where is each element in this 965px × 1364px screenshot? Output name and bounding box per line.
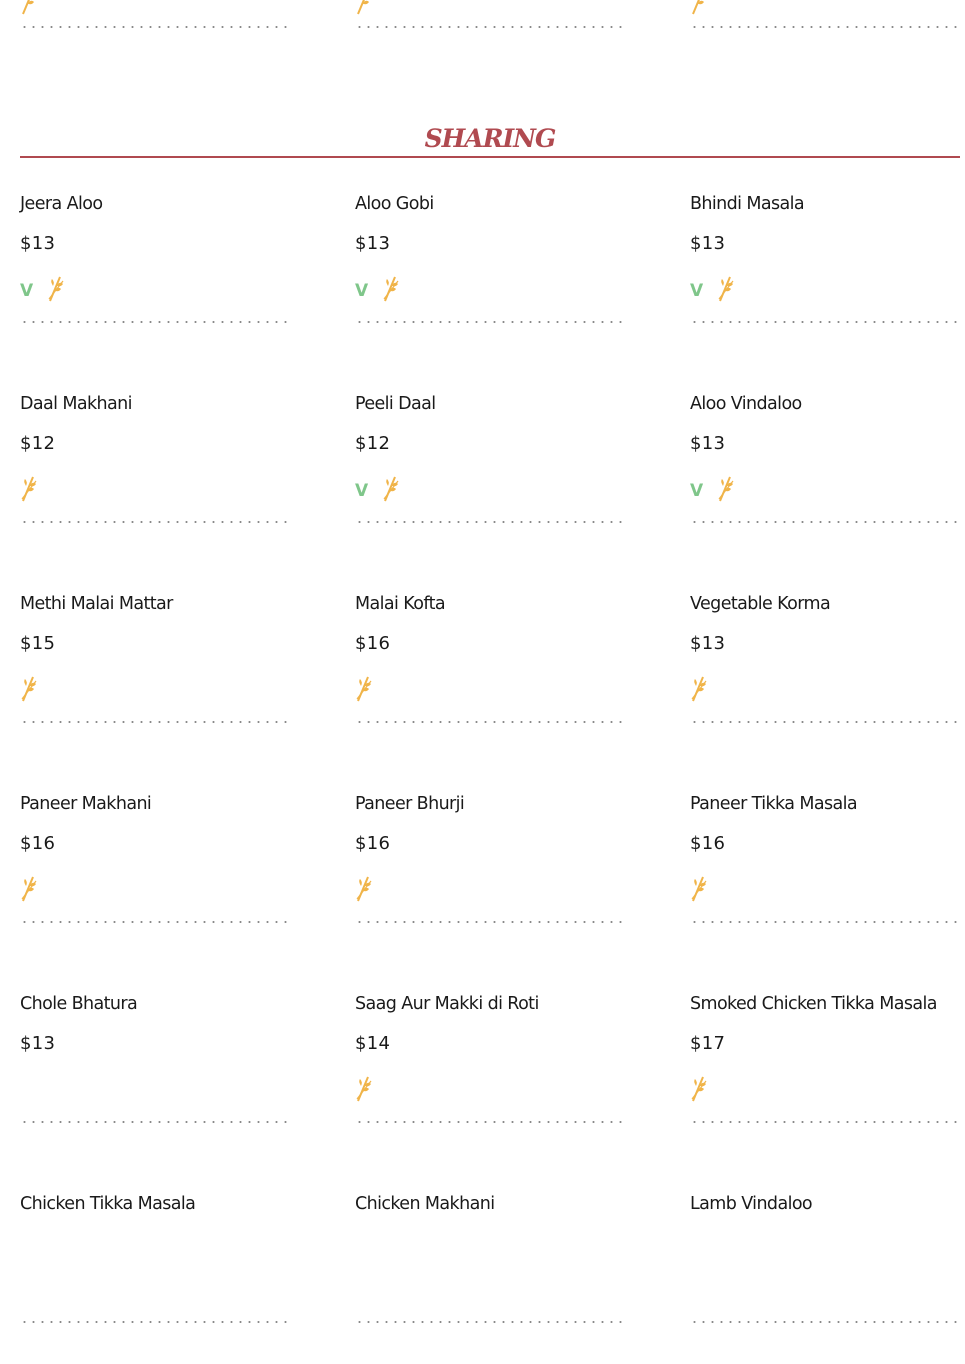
wheat-leaf-icon	[717, 275, 735, 303]
dotted-separator	[355, 1321, 625, 1323]
item-name: Chicken Makhani	[355, 1194, 495, 1214]
dotted-separator	[20, 1321, 290, 1323]
dietary-badges	[20, 474, 38, 504]
item-price: $12	[355, 433, 391, 454]
menu-item[interactable]	[690, 194, 965, 364]
wheat-leaf-icon	[355, 1075, 373, 1103]
item-name: Daal Makhani	[20, 394, 132, 414]
item-name: Aloo Gobi	[355, 194, 434, 214]
dotted-separator	[355, 521, 625, 523]
dietary-badges	[690, 274, 735, 304]
section-divider	[20, 156, 960, 158]
menu-item[interactable]	[690, 794, 965, 964]
item-name: Peeli Daal	[355, 394, 436, 414]
dotted-separator	[20, 521, 290, 523]
item-name: Chicken Tikka Masala	[20, 1194, 196, 1214]
item-name: Lamb Vindaloo	[690, 1194, 813, 1214]
item-name: Vegetable Korma	[690, 594, 831, 614]
item-name: Malai Kofta	[355, 594, 445, 614]
wheat-leaf-icon	[20, 475, 38, 503]
menu-item[interactable]	[355, 794, 655, 964]
item-price: $13	[690, 233, 726, 254]
item-price: $12	[20, 433, 56, 454]
dietary-badges	[355, 1074, 373, 1104]
menu-item[interactable]	[20, 394, 320, 564]
item-price: $15	[20, 633, 56, 654]
wheat-leaf-icon	[382, 275, 400, 303]
item-price: $16	[20, 833, 56, 854]
wheat-leaf-icon	[717, 475, 735, 503]
veg-icon: V	[355, 480, 369, 501]
menu-item[interactable]	[355, 394, 655, 564]
item-name: Chole Bhatura	[20, 994, 138, 1014]
dietary-badges	[20, 874, 38, 904]
dotted-separator	[20, 321, 290, 323]
item-price: $17	[690, 1033, 726, 1054]
veg-icon: V	[20, 280, 34, 301]
item-name: Paneer Tikka Masala	[690, 794, 857, 814]
dietary-badges	[690, 674, 708, 704]
menu-item[interactable]	[355, 994, 655, 1164]
section-title: SHARING	[424, 123, 556, 153]
item-name: Bhindi Masala	[690, 194, 805, 214]
menu-item[interactable]	[20, 194, 320, 364]
wheat-leaf-icon	[690, 0, 708, 20]
item-name: Saag Aur Makki di Roti	[355, 994, 539, 1014]
dietary-badges	[20, 674, 38, 704]
wheat-leaf-icon	[690, 875, 708, 903]
item-price: $13	[20, 1033, 56, 1054]
dotted-separator	[20, 921, 290, 923]
item-price: $13	[20, 233, 56, 254]
dotted-separator	[690, 321, 960, 323]
dietary-badges	[355, 474, 400, 504]
dotted-separator	[355, 321, 625, 323]
item-name: Paneer Bhurji	[355, 794, 465, 814]
wheat-leaf-icon	[20, 875, 38, 903]
menu-item[interactable]	[355, 594, 655, 764]
dietary-badges	[20, 274, 65, 304]
dotted-separator	[690, 521, 960, 523]
menu-item[interactable]	[355, 194, 655, 364]
veg-icon: V	[690, 280, 704, 301]
menu-item[interactable]	[20, 794, 320, 964]
wheat-leaf-icon	[355, 875, 373, 903]
item-name: Methi Malai Mattar	[20, 594, 173, 614]
wheat-leaf-icon	[355, 0, 373, 20]
dietary-badges	[690, 1074, 708, 1104]
wheat-leaf-icon	[20, 0, 38, 20]
dietary-badges	[355, 674, 373, 704]
item-name: Jeera Aloo	[20, 194, 103, 214]
item-name: Paneer Makhani	[20, 794, 152, 814]
dotted-separator	[690, 1121, 960, 1123]
item-price: $16	[355, 633, 391, 654]
dotted-separator	[355, 26, 625, 28]
item-name: Aloo Vindaloo	[690, 394, 802, 414]
item-price: $16	[355, 833, 391, 854]
wheat-leaf-icon	[382, 475, 400, 503]
dietary-badges	[690, 874, 708, 904]
previous-section-tail	[0, 0, 965, 40]
dotted-separator	[20, 26, 290, 28]
item-price: $13	[690, 433, 726, 454]
item-price: $16	[690, 833, 726, 854]
wheat-leaf-icon	[47, 275, 65, 303]
menu-item[interactable]	[690, 594, 965, 764]
menu-item[interactable]	[20, 1194, 320, 1364]
dotted-separator	[20, 721, 290, 723]
item-price: $14	[355, 1033, 391, 1054]
dotted-separator	[355, 921, 625, 923]
wheat-leaf-icon	[355, 675, 373, 703]
menu-item[interactable]	[690, 394, 965, 564]
menu-item[interactable]	[20, 594, 320, 764]
menu-item[interactable]	[20, 994, 320, 1164]
dotted-separator	[20, 1121, 290, 1123]
item-price: $13	[690, 633, 726, 654]
dietary-badges	[355, 274, 400, 304]
dotted-separator	[690, 1321, 960, 1323]
item-price: $13	[355, 233, 391, 254]
dietary-badges	[690, 474, 735, 504]
dotted-separator	[690, 26, 960, 28]
dotted-separator	[690, 721, 960, 723]
menu-item[interactable]	[690, 1194, 965, 1364]
wheat-leaf-icon	[690, 675, 708, 703]
wheat-leaf-icon	[690, 1075, 708, 1103]
menu-item[interactable]	[355, 1194, 655, 1364]
item-name: Smoked Chicken Tikka Masala	[690, 994, 937, 1014]
menu-item[interactable]	[690, 994, 965, 1164]
dietary-badges	[355, 874, 373, 904]
veg-icon: V	[355, 280, 369, 301]
dotted-separator	[690, 921, 960, 923]
veg-icon: V	[690, 480, 704, 501]
dotted-separator	[355, 1121, 625, 1123]
dotted-separator	[355, 721, 625, 723]
wheat-leaf-icon	[20, 675, 38, 703]
